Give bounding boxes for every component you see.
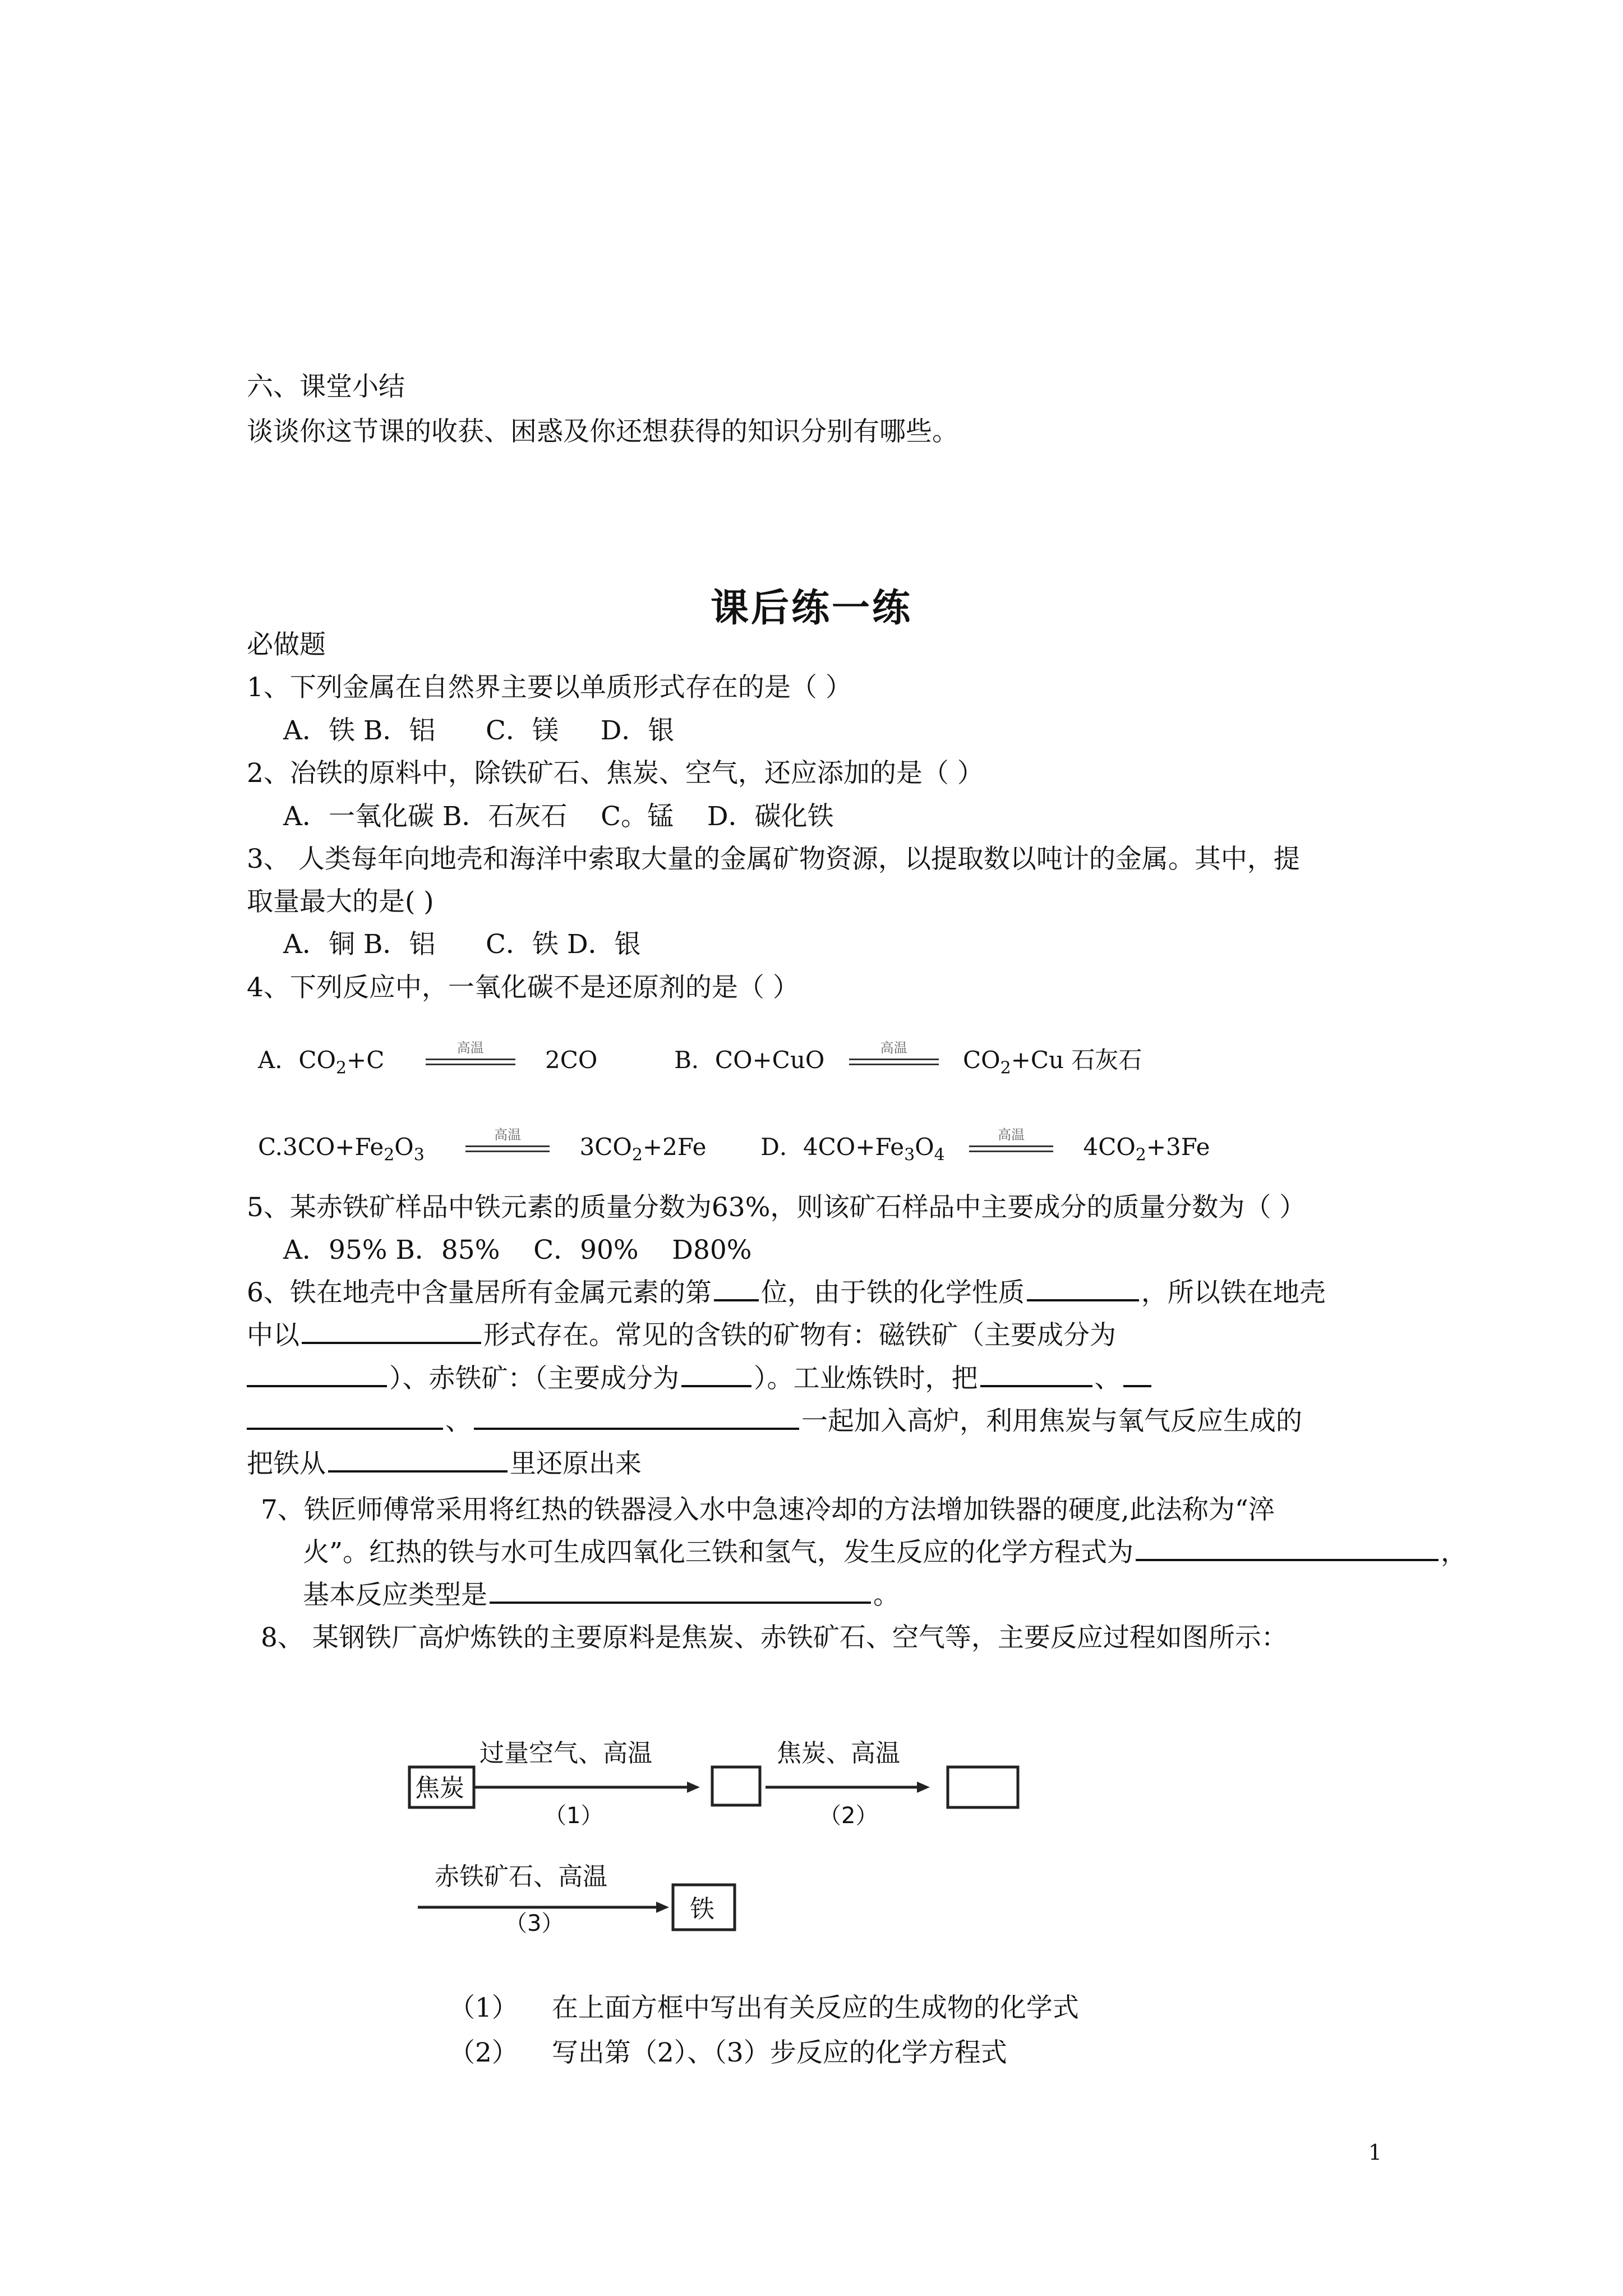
arrow-2-step: （2） [819, 1803, 878, 1829]
q4-c-condition-arrow: 高温 [465, 1130, 550, 1164]
q4-d-condition-arrow: 高温 [969, 1130, 1053, 1164]
q4-a-rest: +C [347, 1046, 385, 1074]
arrow-3-head [656, 1902, 669, 1913]
q4-d-product: 4CO [1083, 1133, 1136, 1161]
arrow-1-head [687, 1782, 700, 1793]
q1-options: A．铁 B．铝 C．镁 D．银 [283, 715, 675, 746]
summary-prompt: 谈谈你这节课的收获、困惑及你还想获得的知识分别有哪些。 [247, 416, 958, 447]
q4-d-o: O [915, 1133, 934, 1161]
q3-stem-continued: 取量最大的是( ) [247, 886, 434, 917]
q4-d-sub2: 4 [934, 1145, 945, 1165]
q3-options: A．铜 B．铝 C．铁 D．银 [283, 929, 641, 960]
q4-b-label: B．CO+CuO [674, 1046, 825, 1074]
q4-b-sub: 2 [1000, 1058, 1011, 1078]
q4-b-tail: +Cu 石灰石 [1011, 1046, 1142, 1074]
answer-blank[interactable] [247, 1363, 387, 1387]
q4-c-product: 3CO [579, 1133, 632, 1161]
arrow-1-step: （1） [544, 1803, 603, 1829]
q6-line4: 、 一起加入高炉，利用焦炭与氧气反应生成的 [247, 1405, 1302, 1438]
arrow-3-condition: 赤铁矿石、高温 [435, 1862, 607, 1891]
product-box-1[interactable] [712, 1767, 760, 1805]
answer-blank[interactable] [328, 1448, 508, 1473]
q8-sub1: （1） 在上面方框中写出有关反应的生成物的化学式 [449, 1993, 1079, 2023]
q2-options: A．一氧化碳 B．石灰石 C。锰 D．碳化铁 [283, 801, 834, 832]
q4-d-sub1: 3 [904, 1145, 915, 1165]
required-label: 必做题 [247, 629, 326, 660]
q7-line1: 7、铁匠师傅常采用将红热的铁器浸入水中急速冷却的方法增加铁器的硬度,此法称为“淬 [261, 1494, 1275, 1525]
answer-blank[interactable] [681, 1363, 751, 1387]
q4-c-mid: O+Fe [315, 1133, 384, 1161]
q7-line2: 火”。红热的铁与水可生成四氧化三铁和氢气，发生反应的化学方程式为 ， [303, 1537, 1468, 1568]
q2-stem: 2、冶铁的原料中，除铁矿石、焦炭、空气，还应添加的是（ ） [247, 758, 984, 789]
q6-line3: ）、赤铁矿：（主要成分为 ）。工业炼铁时，把 、 [247, 1362, 1154, 1396]
q6-line1: 6、铁在地壳中含量居所有金属元素的第 位，由于铁的化学性质 ，所以铁在地壳 [247, 1277, 1326, 1308]
answer-blank[interactable] [474, 1405, 799, 1430]
q4-options-ab [258, 1040, 1142, 1085]
q4-a-product: 2CO [545, 1046, 598, 1074]
q4-options-cd [258, 1127, 1210, 1172]
answer-blank[interactable] [714, 1277, 759, 1301]
answer-blank[interactable] [1123, 1363, 1151, 1387]
q4-d-tail: +3Fe [1146, 1133, 1210, 1161]
q4-a-sub: 2 [335, 1058, 347, 1078]
arrow-2-condition: 焦炭、高温 [777, 1739, 900, 1768]
arrow-3-step: （3） [505, 1911, 564, 1936]
q3-stem: 3、 人类每年向地壳和海洋中索取大量的金属矿物资源，以提取数以吨计的金属。其中，提 [247, 844, 1300, 875]
q4-b-condition-arrow: 高温 [849, 1043, 939, 1077]
q4-b-product: CO [963, 1046, 1000, 1074]
q4-c-product-sub: 2 [631, 1145, 643, 1165]
q4-c-o: O [394, 1133, 414, 1161]
q4-stem: 4、下列反应中，一氧化碳不是还原剂的是（ ） [247, 972, 799, 1003]
q8-stem: 8、 某钢铁厂高炉炼铁的主要原料是焦炭、赤铁矿石、空气等，主要反应过程如图所示： [261, 1622, 1288, 1653]
reaction-flow-diagram [393, 1683, 1077, 1975]
answer-blank[interactable] [247, 1405, 443, 1430]
arrow-2-head [917, 1782, 930, 1793]
q4-c-sub2: 3 [413, 1145, 425, 1165]
q4-a-condition-arrow: 高温 [426, 1043, 515, 1077]
q4-c-label: C.3C [258, 1133, 316, 1161]
q5-stem: 5、某赤铁矿样品中铁元素的质量分数为63%，则该矿石样品中主要成分的质量分数为（ ） [247, 1192, 1306, 1223]
product-box-2[interactable] [948, 1767, 1018, 1807]
q5-options: A．95% B．85% C．90% D80% [283, 1235, 752, 1266]
answer-blank[interactable] [302, 1319, 481, 1344]
q7-line3: 基本反应类型是 。 [303, 1580, 900, 1611]
page-number: 1 [1368, 2140, 1382, 2165]
coke-label: 焦炭 [415, 1774, 464, 1802]
summary-heading: 六、课堂小结 [247, 371, 405, 402]
exercise-title: 课后练一练 [710, 586, 912, 631]
q4-a-label: A．CO [258, 1046, 336, 1074]
answer-blank[interactable] [1027, 1277, 1139, 1301]
q4-c-tail: +2Fe [642, 1133, 707, 1161]
q6-line2: 中以 形式存在。常见的含铁的矿物有：磁铁矿（主要成分为 [247, 1320, 1116, 1351]
answer-blank[interactable] [490, 1579, 871, 1604]
iron-label: 铁 [690, 1895, 714, 1924]
q8-sub2: （2） 写出第（2）、（3）步反应的化学方程式 [449, 2037, 1007, 2068]
answer-blank[interactable] [1136, 1536, 1438, 1561]
q4-c-sub1: 2 [384, 1145, 395, 1165]
q1-stem: 1、下列金属在自然界主要以单质形式存在的是（ ） [247, 672, 852, 703]
q6-line5: 把铁从 里还原出来 [247, 1448, 642, 1479]
q4-d-product-sub: 2 [1135, 1145, 1146, 1165]
answer-blank[interactable] [980, 1363, 1092, 1387]
q4-d-label: D．4CO+Fe [760, 1133, 905, 1161]
arrow-1-condition: 过量空气、高温 [479, 1739, 652, 1768]
